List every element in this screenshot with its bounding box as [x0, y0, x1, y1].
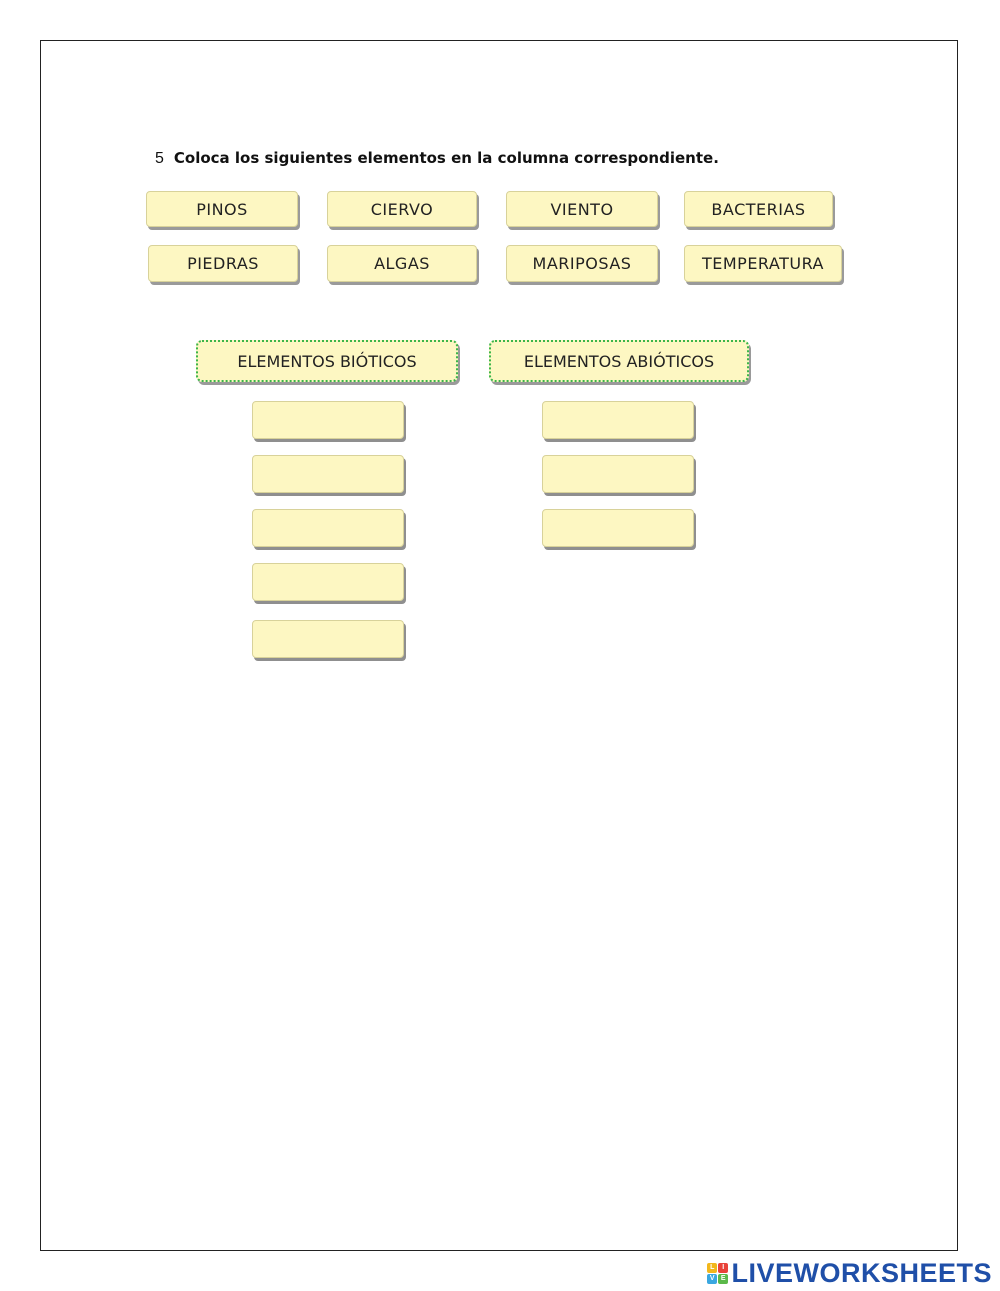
logo-tile-i: I — [718, 1263, 728, 1273]
word-chip-mariposas[interactable]: MARIPOSAS — [506, 245, 658, 282]
instruction-text: Coloca los siguientes elementos en la columna correspondiente. — [173, 149, 719, 167]
word-chip-temperatura[interactable]: TEMPERATURA — [684, 245, 842, 282]
logo-tile-v: V — [707, 1274, 717, 1284]
word-chip-piedras[interactable]: PIEDRAS — [148, 245, 298, 282]
logo-tile-e: E — [718, 1274, 728, 1284]
word-chip-bacterias[interactable]: BACTERIAS — [684, 191, 833, 227]
word-chip-ciervo[interactable]: CIERVO — [327, 191, 477, 227]
drop-slot-bioticos-3[interactable] — [252, 509, 404, 547]
drop-slot-bioticos-1[interactable] — [252, 401, 404, 439]
drop-slot-abioticos-1[interactable] — [542, 401, 694, 439]
drop-slot-bioticos-4[interactable] — [252, 563, 404, 601]
liveworksheets-logo-icon — [707, 1263, 728, 1284]
question-number: 5 — [155, 150, 164, 167]
logo-text: LIVEWORKSHEETS — [731, 1258, 992, 1288]
drop-slot-abioticos-3[interactable] — [542, 509, 694, 547]
instruction — [155, 148, 719, 168]
logo-tile-l: L — [707, 1263, 717, 1273]
liveworksheets-logo — [707, 1258, 992, 1289]
word-chip-viento[interactable]: VIENTO — [506, 191, 658, 227]
word-chip-pinos[interactable]: PINOS — [146, 191, 298, 227]
header-elementos-bioticos: ELEMENTOS BIÓTICOS — [196, 340, 458, 382]
drop-slot-abioticos-2[interactable] — [542, 455, 694, 493]
drop-slot-bioticos-2[interactable] — [252, 455, 404, 493]
drop-slot-bioticos-5[interactable] — [252, 620, 404, 658]
header-elementos-abioticos: ELEMENTOS ABIÓTICOS — [489, 340, 749, 382]
word-chip-algas[interactable]: ALGAS — [327, 245, 477, 282]
